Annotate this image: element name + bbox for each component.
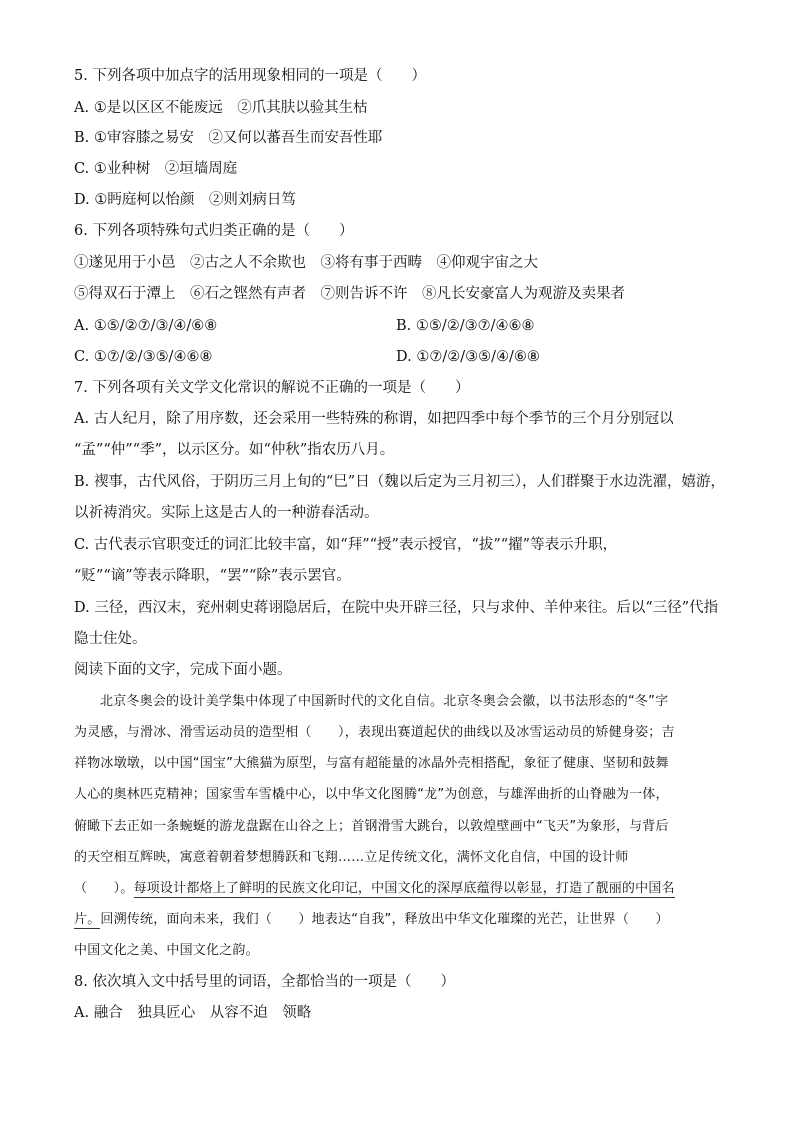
passage-line-4: 人心的奥林匹克精神；国家雪车雪橇中心，以中华文化图腾“龙”为创意，与雄浑曲折的山脊融为一体， [74, 787, 669, 802]
passage-line-8 [74, 910, 724, 930]
underlined-sentence-part2: 片。 [74, 912, 101, 927]
q7-option-b-line1: B. 禊事，古代风俗，于阴历三月上旬的“巳”日（魏以后定为三月初三），人们群聚于水边洗濯，嬉游， [74, 474, 725, 490]
q6-option-c: C. ①⑦/②/③⑤/④⑥⑧ [74, 349, 213, 365]
q5-option-a: A. ①是以区区不能废远 ②爪其肤以验其生枯 [74, 100, 368, 116]
q6-option-d: D. ①⑦/②/③⑤/④/⑥⑧ [396, 349, 540, 365]
q7-option-a-line1: A. 古人纪月，除了用序数，还会采用一些特殊的称谓，如把四季中每个季节的三个月分别冠以 [74, 411, 674, 427]
q6-option-a: A. ①⑤/②⑦/③/④/⑥⑧ [74, 318, 218, 334]
q8-option-a: A. 融合 独具匠心 从容不迫 领略 [74, 1005, 312, 1021]
q5-option-c: C. ①业种树 ②垣墙周庭 [74, 161, 238, 177]
q7-option-d-line2: 隐士住处。 [74, 631, 147, 647]
q8-stem: 8. 依次填入文中括号里的词语，全都恰当的一项是（ ） [74, 974, 455, 990]
q7-option-c-line1: C. 古代表示官职变迁的词汇比较丰富，如“拜”“授”表示授官，“拔”“擢”等表示升职， [74, 537, 618, 553]
passage-line-8-rest: 回溯传统，面向未来，我们（ ）地表达“自我”，释放出中华文化璀璨的光芒，让世界（ ） [100, 912, 669, 927]
passage-line-1: 北京冬奥会的设计美学集中体现了中国新时代的文化自信。北京冬奥会会徽，以书法形态的“冬”字 [100, 694, 669, 709]
q5-option-b: B. ①审容膝之易安 ②又何以蕃吾生而安吾性耶 [74, 130, 383, 146]
passage-line-9: 中国文化之美、中国文化之韵。 [74, 943, 259, 958]
q7-option-a-line2: “孟”“仲”“季”，以示区分。如“仲秋”指农历八月。 [74, 442, 395, 458]
q7-option-d-line1: D. 三径，西汉末，兖州刺史蒋诩隐居后，在院中央开辟三径，只与求仲、羊仲来往。后以“三径”代指 [74, 600, 719, 616]
q7-option-b-line2: 以祈祷消灾。实际上这是古人的一种游春活动。 [74, 505, 379, 521]
underlined-sentence-part1: 每项设计都烙上了鲜明的民族文化印记，中国文化的深厚底蕴得以彰显，打造了靓丽的中国名 [133, 881, 675, 896]
q5-stem: 5. 下列各项中加点字的活用现象相同的一项是（ ） [74, 68, 426, 84]
passage-line-7 [74, 879, 724, 899]
passage-line-5: 俯瞰下去正如一条蜿蜒的游龙盘踞在山谷之上；首钢滑雪大跳台，以敦煌壁画中“飞天”为象形，与背后 [74, 819, 669, 834]
q5-option-d: D. ①眄庭柯以怡颜 ②则刘病日笃 [74, 192, 296, 208]
q6-stem: 6. 下列各项特殊句式归类正确的是（ ） [74, 223, 354, 239]
passage-line-6: 的天空相互辉映，寓意着朝着梦想腾跃和飞翔……立足传统文化，满怀文化自信，中国的设计师 [74, 850, 629, 865]
q6-option-b: B. ①⑤/②/③⑦/④⑥⑧ [396, 318, 535, 334]
passage-line-3: 祥物冰墩墩，以中国“国宝”大熊猫为原型，与富有超能量的冰晶外壳相搭配，象征了健康、坚韧和鼓舞 [74, 756, 669, 771]
q7-option-c-line2: “贬”“谪”等表示降职，“罢”“除”表示罢官。 [74, 568, 351, 584]
passage-blank-designers: （ ）。 [74, 881, 134, 896]
q6-items-line1: ①遂见用于小邑 ②古之人不余欺也 ③将有事于西畴 ④仰观宇宙之大 [74, 255, 538, 271]
q6-items-line2: ⑤得双石于潭上 ⑥石之铿然有声者 ⑦则告诉不许 ⑧凡长安豪富人为观游及卖果者 [74, 286, 625, 302]
reading-intro: 阅读下面的文字，完成下面小题。 [74, 662, 292, 678]
q7-stem: 7. 下列各项有关文学文化常识的解说不正确的一项是（ ） [74, 380, 470, 396]
passage-line-2: 为灵感，与滑冰、滑雪运动员的造型相（ ），表现出赛道起伏的曲线以及冰雪运动员的矫健身姿；吉 [74, 725, 675, 740]
